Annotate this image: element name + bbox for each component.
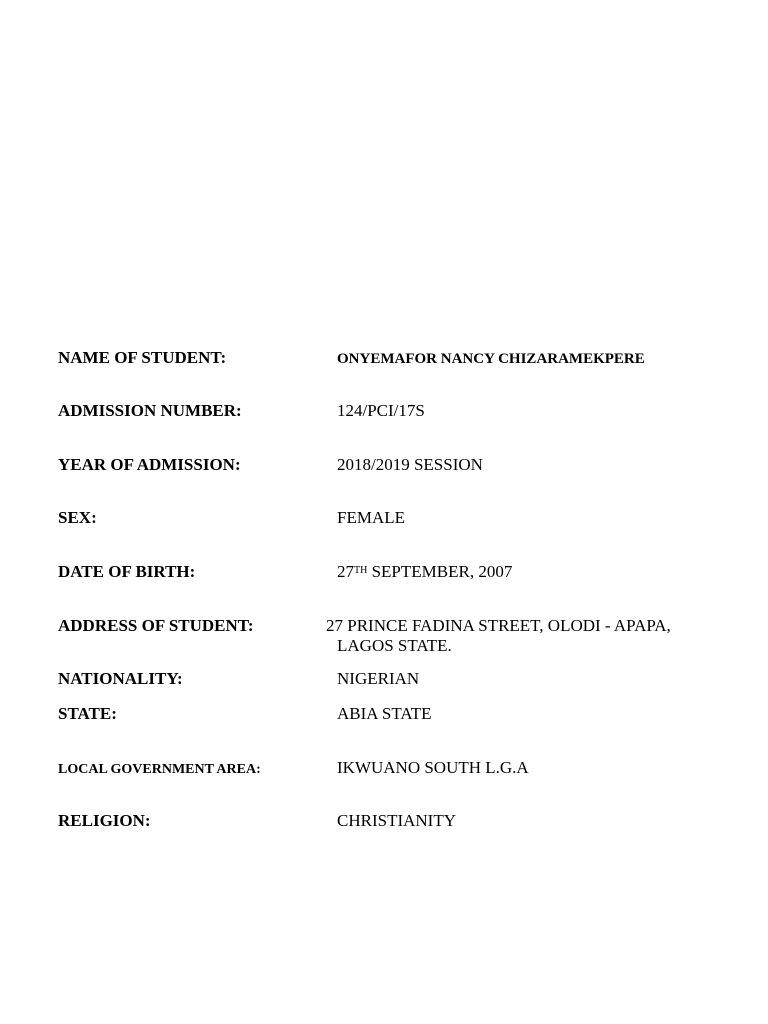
dob-suffix: TH <box>354 565 368 576</box>
year-of-admission-label: YEAR OF ADMISSION: <box>58 455 241 474</box>
address-label: ADDRESS OF STUDENT: <box>58 616 254 635</box>
nationality-value: NIGERIAN <box>337 669 420 688</box>
religion-value: CHRISTIANITY <box>337 811 456 830</box>
admission-number-value: 124/PCI/17S <box>337 401 425 420</box>
lga-label: LOCAL GOVERNMENT AREA: <box>58 762 261 777</box>
state-label: STATE: <box>58 704 117 723</box>
sex-value: FEMALE <box>337 508 405 527</box>
name-value: ONYEMAFOR NANCY CHIZARAMEKPERE <box>337 351 645 367</box>
address-line-2: LAGOS STATE. <box>337 636 452 655</box>
admission-number-label: ADMISSION NUMBER: <box>58 401 242 420</box>
lga-value: IKWUANO SOUTH L.G.A <box>337 758 529 777</box>
address-value <box>326 616 671 656</box>
sex-label: SEX: <box>58 508 97 527</box>
name-label: NAME OF STUDENT: <box>58 348 227 367</box>
year-of-admission-value: 2018/2019 SESSION <box>337 455 483 474</box>
state-value: ABIA STATE <box>337 704 432 723</box>
dob-day: 27 <box>337 562 354 581</box>
nationality-label: NATIONALITY: <box>58 669 183 688</box>
religion-label: RELIGION: <box>58 811 151 830</box>
date-of-birth-value <box>337 562 512 582</box>
address-line-1: 27 PRINCE FADINA STREET, OLODI - APAPA, <box>326 616 671 635</box>
dob-rest: SEPTEMBER, 2007 <box>371 562 513 581</box>
date-of-birth-label: DATE OF BIRTH: <box>58 562 196 581</box>
